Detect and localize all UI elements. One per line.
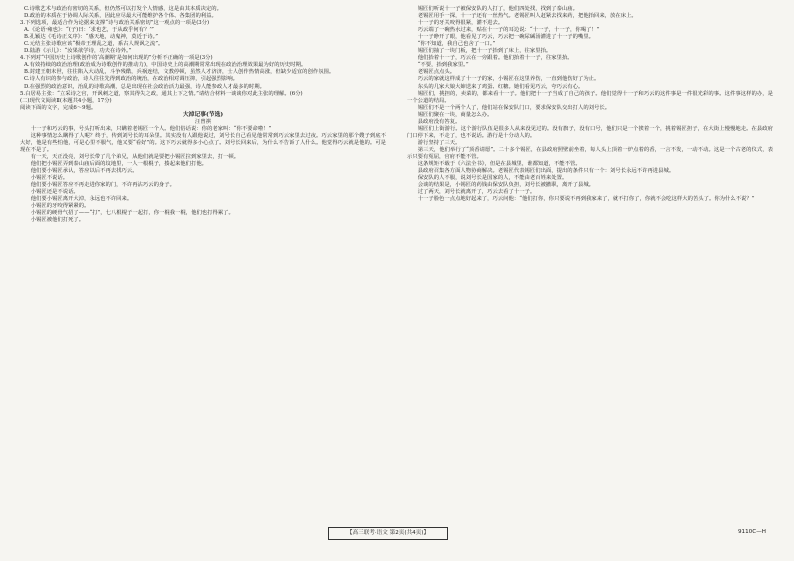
right-paragraph: 锡匠们聚在一块，商量怎么办。 [417, 111, 493, 118]
right-paragraph: 游行坚持了三天。 [417, 139, 461, 146]
left-paragraph: 小锡匠不说话。 [30, 175, 69, 182]
left-paragraph: 十一子和巧云的事，号头打听出来，只瞒着老锡匠一个人。他们俗话说：你的老家叫：“你不要命啦！” [30, 125, 272, 132]
right-paragraph: 锡匠们听说十一子被保安队的人打了，他们四处找，找到了泰山庙。 [417, 6, 578, 12]
left-paragraph: D.政治的本质在于协调人际关系，因此应尽最大可能维护各个体、各集团的利益。 [24, 13, 217, 20]
right-paragraph: 十一子睁开了眼，他看见了巧云，巧云把一碗尿碱汤灌进了十一子的嘴里。 [417, 34, 595, 41]
right-paragraph: 锡匠们抽了一块门板，把十一子抬到了床上，往家里抬。 [417, 48, 552, 55]
left-paragraph: 3.下列选项，最适合作为论据来支撑“诗与政治关系密切”这一观点的一项是(3分) [20, 20, 210, 27]
left-paragraph: 小锡匠的硬骨气招了——“打”，七八根棍子一起打，你一棍我一棍，他们也打得累了。 [30, 210, 234, 217]
right-paragraph: 过了两天，刘号长就离开了，巧云去看了十一子。 [417, 189, 536, 196]
left-paragraph: B.封建王朝末世，往往陷入大动乱，斗争残酷，兵祸连结，文教停顿，虽然人才济济，士人创作热情高涨，但缺少适宜的创作氛围。 [24, 69, 335, 76]
right-paragraph: 东头的几家大娘大婶送来了鸡蛋、红糖。她们看见巧云，夸巧云有心。 [417, 83, 584, 90]
right-paragraph: 老锡匠用手一探，十一子还有一丝热气。老锡匠叫人赶紧去找来药，把他抬回来，放在床上。 [417, 13, 637, 20]
left-paragraph: C.诗人有识的参与政治，诗人往往先得到政治的统治，在政治相对调压抑，引起强烈影响。 [24, 76, 239, 83]
right-paragraph: 锡匠们上街游行。这个游行队伍是很多人从来没见过的。没有旗子，没有口号，他们只是一个挨着一个，挑着锡匠担子，在大街上慢慢地走。在县政府门口停下来，不走了，也不说话。游行是十分动人的。 [407, 125, 773, 139]
right-paragraph: 锡匠们不是一个两个人了，他们站在保安队门口，要求保安队交出打人的刘号长。 [417, 104, 611, 111]
page-footer-label: 【高三联考·语文 第2页(共4页)】 [328, 527, 448, 540]
right-paragraph: 这条规矩不载于《六法全书》，但是在县城里，谁都知道，不能不管。 [417, 161, 581, 168]
left-paragraph: 阅读下面的文字，完成6～9题。 [20, 104, 97, 111]
right-paragraph: 十一子的牙关咬得很紧，灌不进去。 [417, 20, 504, 27]
left-paragraph: 他们要小锡匠离开大淖，永远也不许回来。 [30, 196, 133, 203]
right-paragraph: 巧云的家就这样成了十一子的家，小锡匠在这里养伤，一直到他伤好了为止。 [417, 76, 600, 83]
left-paragraph: 有一天，天正没亮，刘号长带了几个弟兄，从他们就是要把小锡匠拉到家里去，打一顿。 [30, 153, 240, 160]
left-paragraph: 大淖记事(节选) [182, 111, 224, 118]
right-paragraph: 县政府没有答复。 [417, 118, 461, 125]
left-paragraph: D.陆游《示儿》：“汝果欲学诗，功夫在诗外。” [24, 48, 132, 55]
right-paragraph: 会谈的结果是，小锡匠的药钱由保安队负担，刘号长被撤职，离开了县城。 [417, 182, 595, 189]
left-paragraph: 4.下列对“中国历史上诗歌创作的‘高潮期’是如何出现的”分析不正确的一项是(3分) [20, 55, 213, 62]
left-column [20, 6, 386, 224]
left-paragraph: 他们把小锡匠弄到泰山庙后面的坟地里，一人一根棍子，揍起来他们打他。 [30, 161, 208, 168]
left-paragraph: 汪曾祺 [194, 118, 212, 125]
left-paragraph: (二)现代文阅读Ⅱ(本题共4小题，17分) [20, 97, 112, 104]
left-paragraph: C.元结主张诗歌应该“极帝王理乱之道，系古人规讽之流”。 [24, 41, 164, 48]
left-paragraph: 小锡匠还是不说话。 [30, 189, 79, 196]
left-paragraph: A.《论语·雍也》：“(子)曰：‘求也艺，于从政乎何有？’” [24, 27, 154, 34]
left-paragraph: 他们要小锡匠答应不再走进你家的门，不许再沾巧云的身子。 [30, 182, 175, 189]
right-paragraph: 锡匠们，挑担的，卖菜的，都来看十一子。他们把十一子当成了自己的孩子。他们觉得十一子和巧云的这件事是一件很光彩的事。这件事这样的办，是一个公道的结局。 [407, 90, 773, 104]
right-paragraph: 保安队的人不服，说刘号长是国家的人，不能由老百姓来处置。 [417, 175, 568, 182]
left-paragraph: B.孔颖达《毛诗正义序》：“感天地，动鬼神，莫近于诗。” [24, 34, 159, 41]
right-paragraph: 县政府召集各方面人物协商解决。老锡匠代表锡匠们出面，提出的条件只有一个：刘号长永远不许再进县城。 [417, 168, 675, 175]
right-paragraph: 老锡匠点点头。 [417, 69, 456, 76]
left-paragraph: 小锡匠被他们打死了。 [30, 217, 85, 224]
right-paragraph: 他们抬着十一子，巧云在一旁跟着。他们抬着十一子，往家里抬。 [417, 55, 573, 62]
right-paragraph: “不要，抬到我家里。” [417, 62, 469, 69]
left-paragraph: 小锡匠的牙咬得紧紧的。 [30, 203, 90, 210]
left-paragraph: D.在强烈的政治意识，治乱的诗歌高潮，总是出现在社会政治活力最强，诗人能参政人才最多的时期。 [24, 83, 265, 90]
right-paragraph: 巧云端了一碗热水过来，贴在十一子的耳边说：“十一子，十一子，你喝了！” [417, 27, 600, 34]
right-paragraph: “你不知道，我自己也舍了一口。” [417, 41, 496, 48]
left-paragraph: C.诗歌艺术与政治有密切的关系，但仍然可以打发个人情感，这是由其本质决定的。 [24, 6, 222, 12]
left-paragraph: 这种事情怎么瞒得了人呢？终于，传到刘号长的耳朵里。其实没有人跟他说过，刘号长自己看见他常常到巧云家里去过夜。巧云家里的那个嫂子到底不大好，他是有些怕他，可是心里不服气，他又要“看好”的。这下巧云就得多小心点了。刘号长回来后，为什么不告诉了人什么。他觉得巧云就是他的。可是现在不是了。 [20, 132, 386, 153]
left-paragraph: 他们要小锡匠承认，答应以后不再去找巧云。 [30, 168, 138, 175]
left-paragraph: A.有效持续的政治治理(政治成为诗歌创作的推动力)，中国诗史上的高潮期常常出现在政治治理效果最为好的历史时期。 [24, 62, 307, 69]
right-paragraph: 十一子脸色一点点地好起来了，巧云问他：“他们打你，你只要说不再到我家来了，就不打你了，你就不会吃这样大的苦头了。你为什么不说？” [417, 196, 755, 203]
left-paragraph: 5.白居易主张：“立采诗之官，开讽刺之道，察其得失之政，通其上下之情。”请结合材料一谈谈你对此主张的理解。(6分) [20, 90, 303, 97]
right-column [407, 6, 773, 203]
right-paragraph: 第三天，他们举行了“顶香请愿”。二十多个锡匠，在县政府照壁前坐着，每人头上顶着一炉点着的香，一言不发，一动不动。这是一个古老的仪式，表示只要有冤屈，官府不能不管。 [407, 146, 773, 160]
paper-code: 9110C—H [738, 529, 766, 535]
